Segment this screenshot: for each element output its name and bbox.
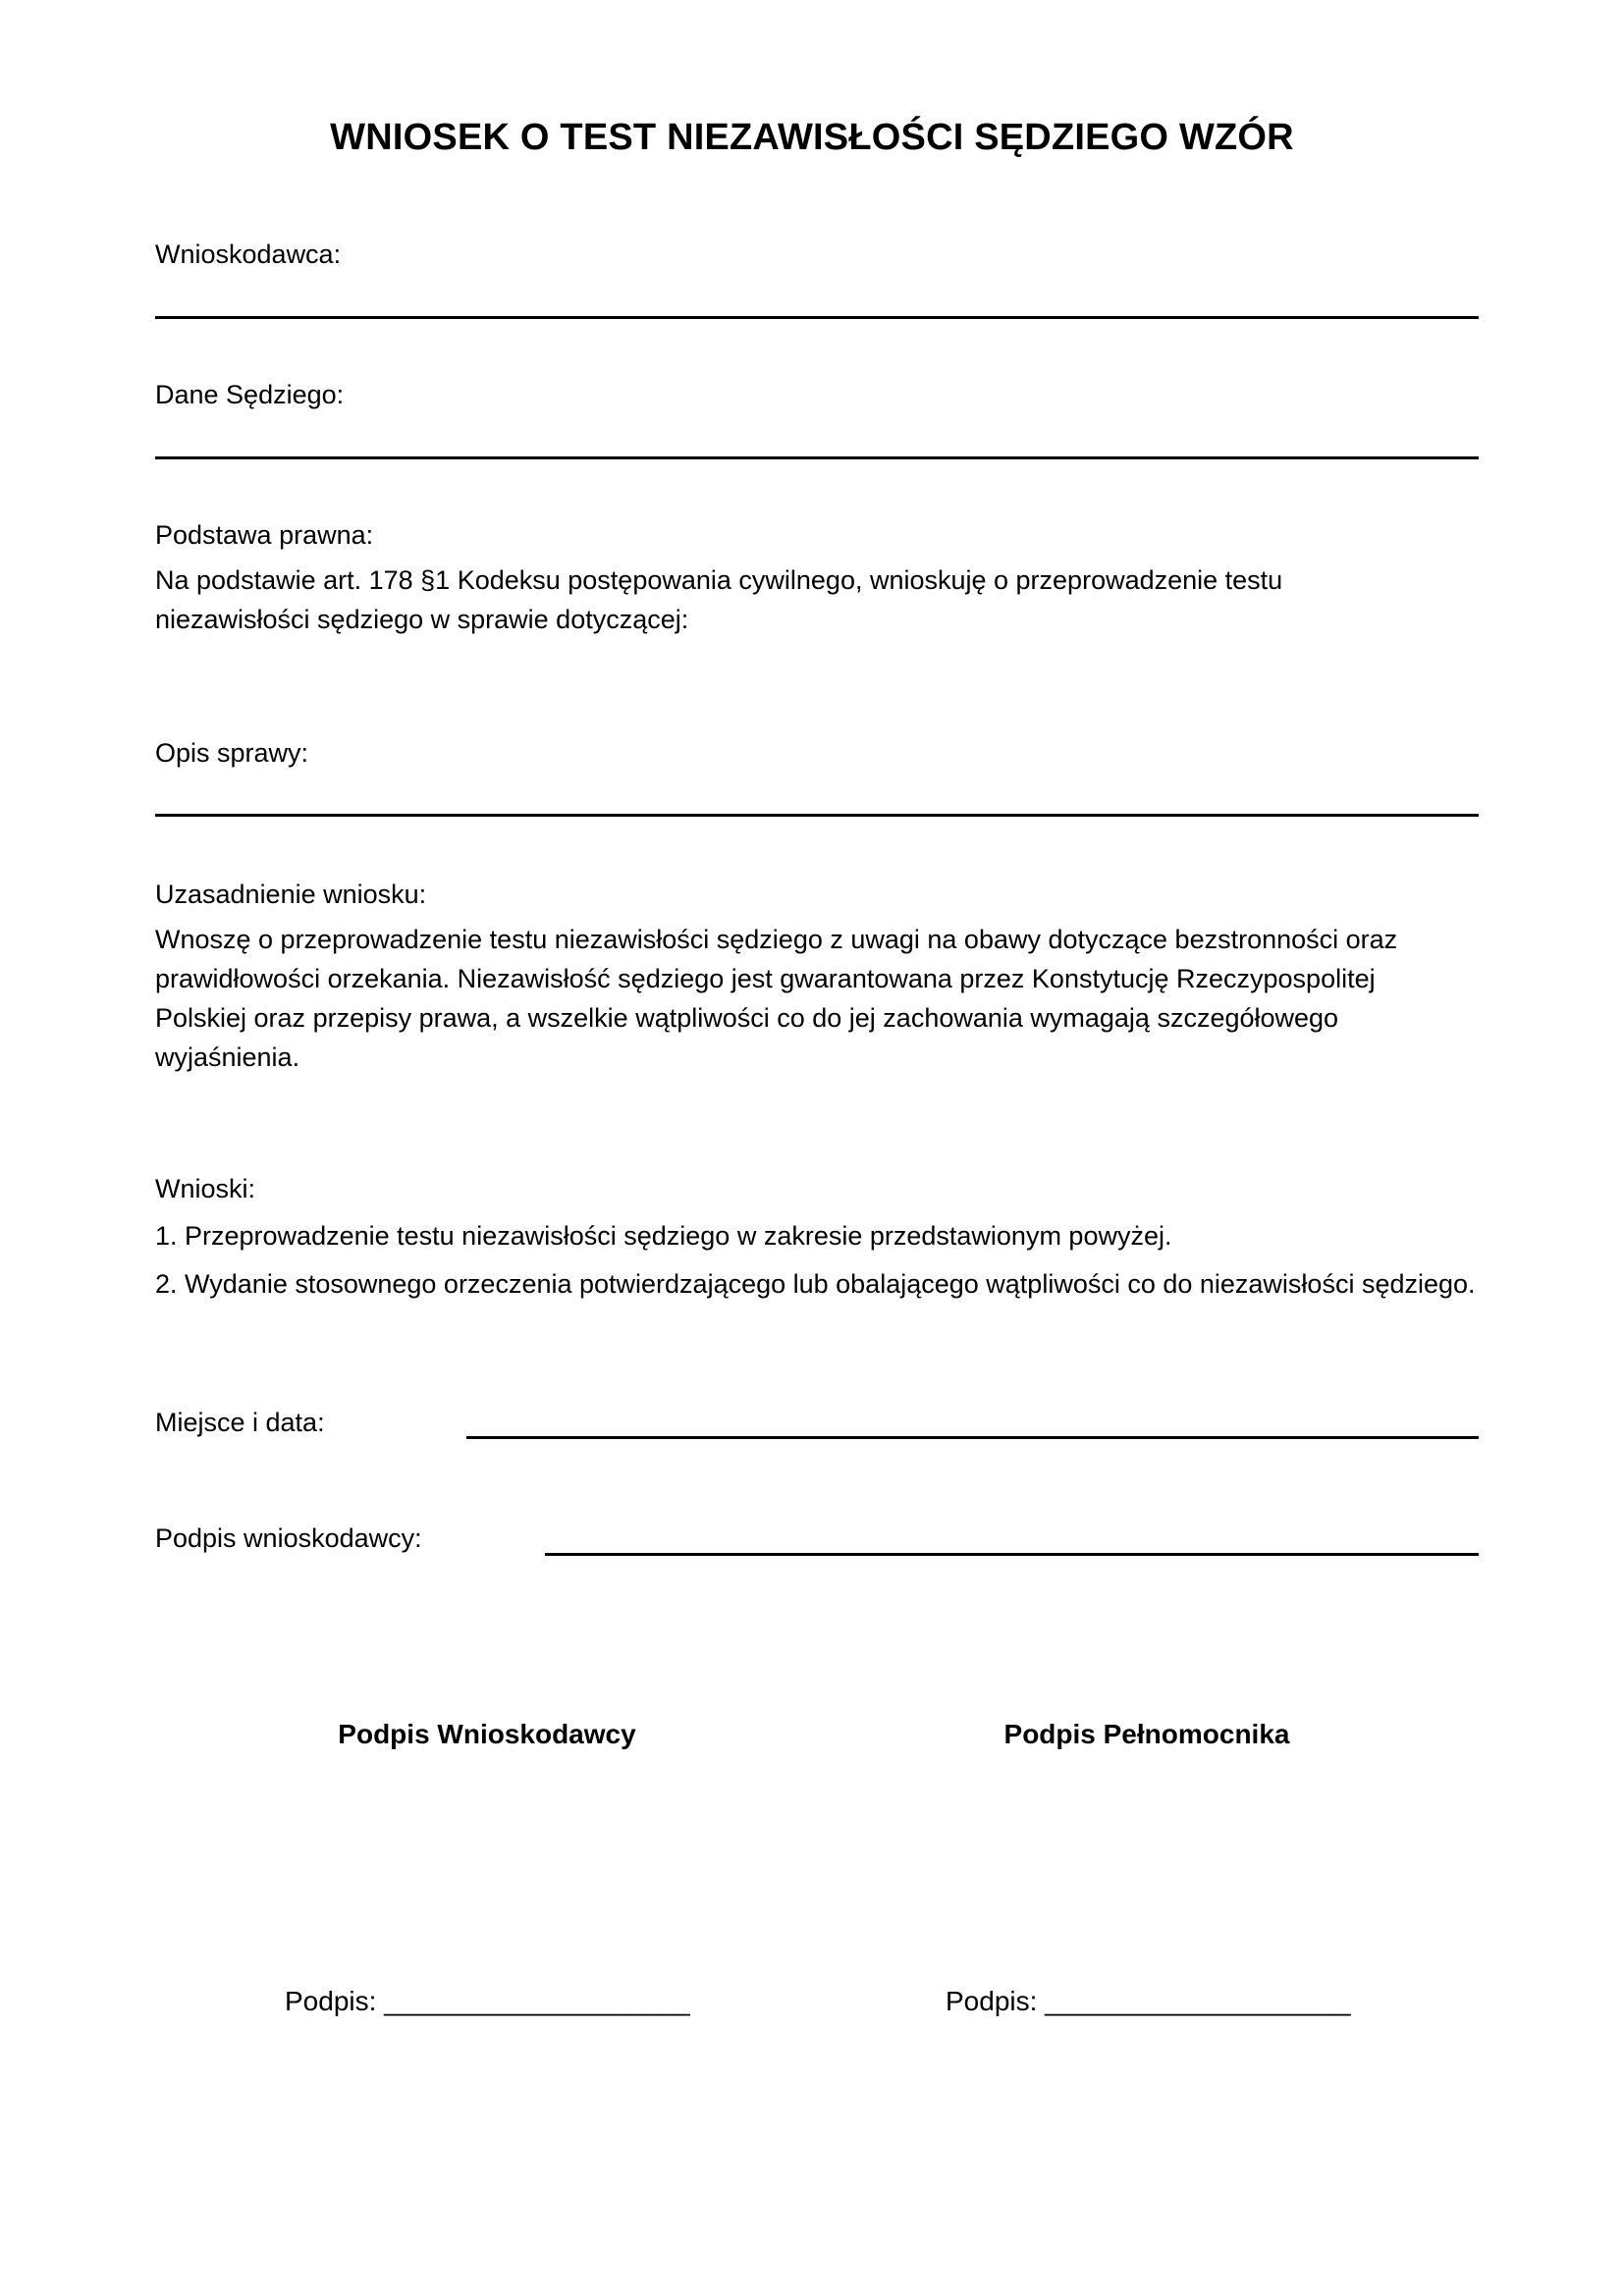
legal-basis-text bbox=[155, 561, 1530, 639]
case-description-label: Opis sprawy: bbox=[155, 738, 309, 768]
applicant-signature-heading: Podpis Wnioskodawcy bbox=[338, 1719, 636, 1749]
place-date-field-line[interactable] bbox=[466, 1436, 1479, 1439]
requests-label: Wnioski: bbox=[155, 1174, 256, 1203]
document-title: WNIOSEK O TEST NIEZAWISŁOŚCI SĘDZIEGO WZÓR bbox=[330, 117, 1294, 158]
legal-basis-label: Podstawa prawna: bbox=[155, 520, 374, 550]
judge-field-line[interactable] bbox=[155, 456, 1479, 459]
justification-text bbox=[155, 920, 1530, 1077]
justification-line: prawidłowości orzekania. Niezawisłość sędziego jest gwarantowana przez Konstytucję Rzeczypospolitej bbox=[155, 964, 1376, 993]
applicant-field-line[interactable] bbox=[155, 316, 1479, 319]
attorney-signature-heading: Podpis Pełnomocnika bbox=[1003, 1719, 1290, 1749]
request-item: 2. Wydanie stosownego orzeczenia potwierdzającego lub obalającego wątpliwości co do niezawisłości sędziego. bbox=[155, 1269, 1476, 1299]
justification-line: Polskiej oraz przepisy prawa, a wszelkie wątpliwości co do jej zachowania wymagają szczegółowego bbox=[155, 1003, 1339, 1033]
justification-line: wyjaśnienia. bbox=[155, 1042, 300, 1072]
judge-label: Dane Sędziego: bbox=[155, 380, 345, 409]
attorney-signature-line[interactable]: Podpis: ____________________ bbox=[946, 1986, 1351, 2016]
applicant-label: Wnioskodawca: bbox=[155, 240, 342, 269]
legal-basis-line: niezawisłości sędziego w sprawie dotyczącej: bbox=[155, 605, 689, 634]
applicant-signature-field-line[interactable] bbox=[545, 1553, 1479, 1556]
place-date-label: Miejsce i data: bbox=[155, 1408, 325, 1437]
applicant-signature-line[interactable]: Podpis: ____________________ bbox=[285, 1986, 690, 2016]
request-item: 1. Przeprowadzenie testu niezawisłości sędziego w zakresie przedstawionym powyżej. bbox=[155, 1221, 1172, 1251]
legal-basis-line: Na podstawie art. 178 §1 Kodeksu postępowania cywilnego, wnioskuję o przeprowadzenie testu bbox=[155, 565, 1283, 595]
applicant-signature-label: Podpis wnioskodawcy: bbox=[155, 1523, 422, 1553]
case-description-field-line[interactable] bbox=[155, 814, 1479, 817]
justification-label: Uzasadnienie wniosku: bbox=[155, 880, 427, 909]
justification-line: Wnoszę o przeprowadzenie testu niezawisłości sędziego z uwagi na obawy dotyczące bezstronności oraz bbox=[155, 925, 1398, 954]
